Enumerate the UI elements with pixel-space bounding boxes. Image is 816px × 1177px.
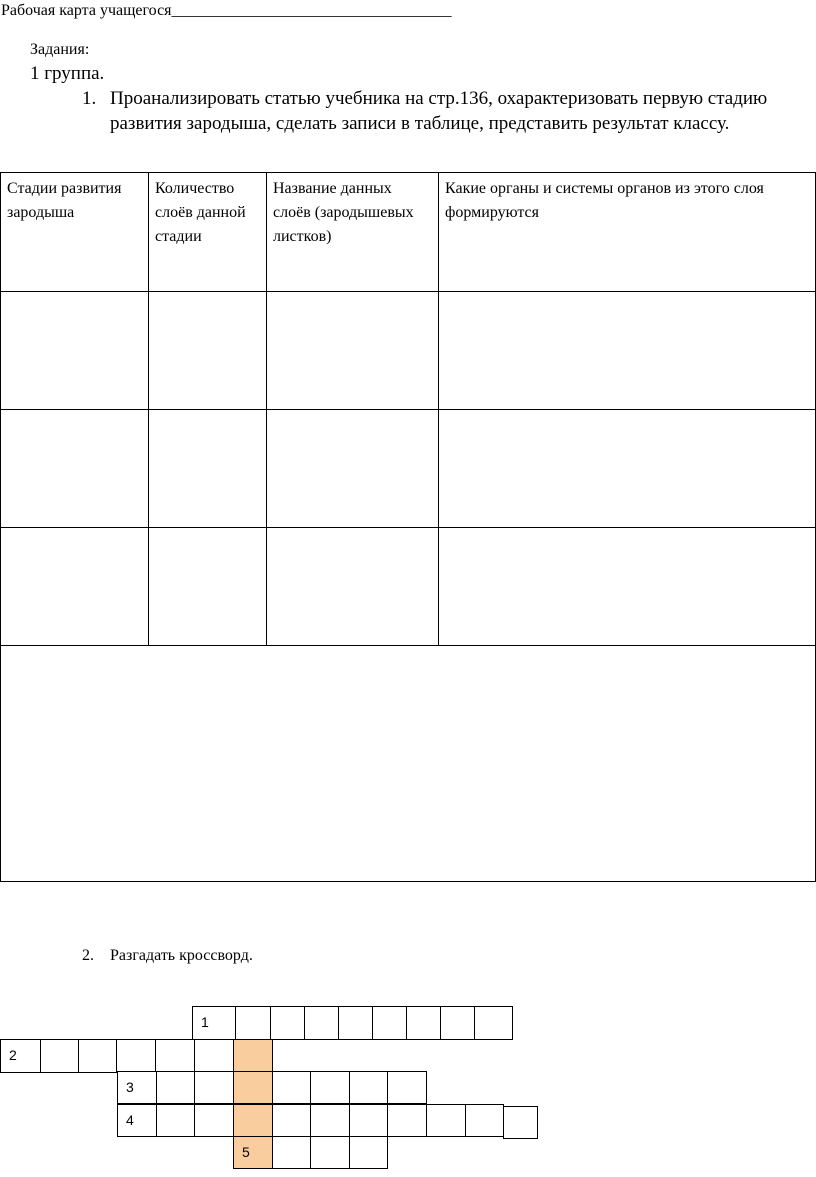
table-row <box>1 528 816 646</box>
table-cell[interactable] <box>149 410 267 528</box>
crossword-number: 2 <box>9 1047 17 1063</box>
crossword-cell[interactable] <box>156 1071 195 1104</box>
crossword-key-cell[interactable] <box>233 1071 273 1104</box>
crossword-cell[interactable] <box>440 1006 475 1040</box>
table-merged-row <box>1 646 816 882</box>
table-cell[interactable] <box>149 292 267 410</box>
crossword-cell[interactable] <box>387 1071 427 1104</box>
task-1-text: Проанализировать статью учебника на стр.136, охарактеризовать первую стадию развития зародыша, сделать записи в таблице, представить результат классу. <box>110 88 768 134</box>
crossword-cell[interactable] <box>194 1104 234 1137</box>
table-cell[interactable] <box>1 410 149 528</box>
crossword-cell[interactable] <box>272 1136 311 1169</box>
table-cell[interactable] <box>1 528 149 646</box>
student-card-title: Рабочая карта учащегося___________________________________ <box>1 2 452 19</box>
table-cell[interactable] <box>439 292 816 410</box>
embryo-stages-table <box>0 172 816 882</box>
crossword-number: 5 <box>242 1144 250 1160</box>
crossword-cell[interactable] <box>116 1039 156 1073</box>
crossword-number: 1 <box>201 1014 209 1030</box>
crossword-cell[interactable] <box>372 1006 407 1040</box>
crossword-cell[interactable] <box>465 1104 504 1137</box>
header-stage: Стадии развития зародыша <box>1 173 149 292</box>
crossword-cell[interactable] <box>156 1104 195 1137</box>
table-header-row <box>1 173 816 292</box>
table-cell[interactable] <box>1 292 149 410</box>
crossword-cell[interactable] <box>117 1071 157 1104</box>
crossword-cell[interactable] <box>349 1071 388 1104</box>
tasks-label: Задания: <box>30 41 90 58</box>
crossword-cell[interactable] <box>272 1104 311 1137</box>
crossword-cell[interactable] <box>310 1136 350 1169</box>
crossword-cell[interactable] <box>40 1039 79 1073</box>
crossword-cell[interactable] <box>387 1104 427 1137</box>
crossword-cell[interactable] <box>304 1006 339 1040</box>
crossword-cell[interactable] <box>78 1039 117 1073</box>
crossword-cell[interactable] <box>272 1071 311 1104</box>
table-row <box>1 292 816 410</box>
header-layer-names: Название данных слоёв (зародышевых листков) <box>267 173 439 292</box>
header-layer-count: Количество слоёв данной стадии <box>149 173 267 292</box>
table-cell[interactable] <box>149 528 267 646</box>
header-organs: Какие органы и системы органов из этого слоя формируются <box>439 173 816 292</box>
crossword-cell[interactable] <box>338 1006 373 1040</box>
crossword-cell[interactable] <box>406 1006 441 1040</box>
crossword-cell[interactable] <box>192 1006 236 1040</box>
crossword-cell[interactable] <box>194 1039 234 1073</box>
crossword-key-cell[interactable] <box>233 1104 273 1137</box>
table-cell[interactable] <box>267 292 439 410</box>
crossword-key-cell[interactable] <box>233 1136 273 1169</box>
crossword-cell[interactable] <box>117 1104 157 1137</box>
crossword-cell[interactable] <box>310 1071 350 1104</box>
crossword-cell[interactable] <box>349 1104 388 1137</box>
crossword-cell[interactable] <box>474 1006 513 1040</box>
crossword-number: 4 <box>126 1112 134 1128</box>
crossword-cell[interactable] <box>310 1104 350 1137</box>
crossword-cell[interactable] <box>426 1104 466 1137</box>
crossword-cell[interactable] <box>0 1039 41 1073</box>
table-cell[interactable] <box>439 528 816 646</box>
crossword-number: 3 <box>126 1079 134 1095</box>
task-1-number: 1. <box>82 88 97 109</box>
crossword-cell[interactable] <box>194 1071 234 1104</box>
crossword-key-cell[interactable] <box>233 1039 273 1073</box>
table-cell[interactable] <box>267 410 439 528</box>
crossword-cell[interactable] <box>503 1106 538 1139</box>
table-cell[interactable] <box>439 410 816 528</box>
task-2-number: 2. <box>82 947 94 964</box>
crossword-cell[interactable] <box>270 1006 305 1040</box>
crossword-cell[interactable] <box>155 1039 195 1073</box>
table-merged-cell[interactable] <box>1 646 816 882</box>
table-row <box>1 410 816 528</box>
crossword-cell[interactable] <box>235 1006 271 1040</box>
group-label: 1 группа. <box>30 63 105 84</box>
table-cell[interactable] <box>267 528 439 646</box>
task-2-text: Разгадать кроссворд. <box>110 947 253 964</box>
crossword-cell[interactable] <box>349 1136 388 1169</box>
task-2 <box>82 945 253 967</box>
